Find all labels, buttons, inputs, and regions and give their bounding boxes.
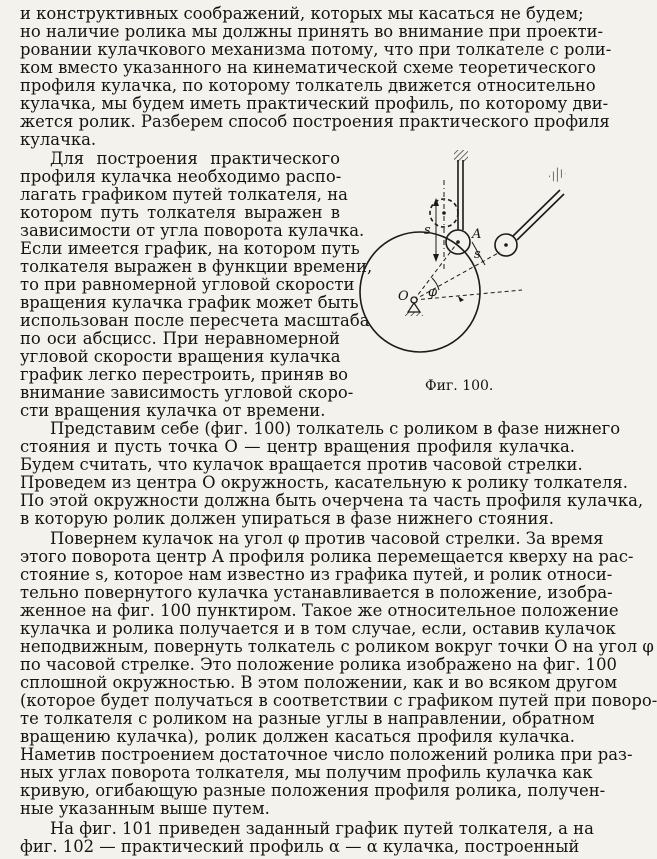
text-line: сплошной окружностью. В этом положении, как и во всяком другом	[20, 673, 618, 692]
figure-caption: Фиг. 100.	[425, 378, 494, 394]
text-line: те толкателя с роликом на разные углы в направлении, обратном	[20, 709, 595, 728]
text-line: жется ролик. Разберем способ построения практического профиля	[20, 112, 610, 131]
text-line: тельно повернутого кулачка устанавливается в положение, изобра-	[20, 583, 613, 602]
svg-text:A: A	[472, 227, 482, 242]
text-line: вращению кулачка), ролик должен касаться профиля кулачка.	[20, 727, 575, 746]
text-line: то при равномерной угловой скорости	[20, 275, 355, 294]
text-line: график легко перестроить, приняв во	[20, 365, 348, 384]
text-line: вращения кулачка график может быть	[20, 293, 359, 312]
text-line: в которую ролик должен упираться в фазе нижнего стояния.	[20, 509, 554, 528]
text-line: использован после пересчета масштаба	[20, 311, 370, 330]
text-line: Для построения практического	[50, 149, 340, 168]
text-line: ные указанным выше путем.	[20, 799, 270, 818]
text-line: этого поворота центр A профиля ролика перемещается кверху на рас-	[20, 547, 634, 566]
text-line: кулачка, мы будем иметь практический профиль, по которому дви-	[20, 94, 609, 113]
text-line: толкателя выражен в функции времени,	[20, 257, 373, 276]
text-line: По этой окружности должна быть очерчена та часть профиля кулачка,	[20, 491, 644, 510]
text-line: внимание зависимость угловой скоро-	[20, 383, 354, 402]
text-line: но наличие ролика мы должны принять во внимание при проекти-	[20, 22, 604, 41]
svg-text:O: O	[398, 289, 409, 304]
text-line: Проведем из центра O окружность, касательную к ролику толкателя.	[20, 473, 628, 492]
text-line: неподвижным, повернуть толкатель с роликом вокруг точки O на угол φ	[20, 637, 654, 656]
text-line: кривую, огибающую разные положения профиля ролика, получен-	[20, 781, 606, 800]
text-line: Представим себе (фиг. 100) толкатель с роликом в фазе нижнего	[50, 419, 621, 438]
text-line: Наметив построением достаточное число положений ролика при раз-	[20, 745, 633, 764]
text-line: ровании кулачкового механизма потому, что при толкателе с роли-	[20, 40, 612, 59]
text-line: Если имеется график, на котором путь	[20, 239, 360, 258]
text-line: профиля кулачка необходимо распо-	[20, 167, 342, 186]
text-line: ных углах поворота толкателя, мы получим профиль кулачка как	[20, 763, 593, 782]
text-line: кулачка и ролика получается и в том случае, если, оставив кулачок	[20, 619, 616, 638]
text-line: ком вместо указанного на кинематической схеме теоретического	[20, 58, 596, 77]
text-line: стояния и пусть точка O — центр вращения профиля кулачка.	[20, 437, 575, 456]
text-line: На фиг. 101 приведен заданный график путей толкателя, а на	[50, 819, 594, 838]
text-line: женное на фиг. 100 пунктиром. Такое же относительное положение	[20, 601, 619, 620]
text-line: угловой скорости вращения кулачка	[20, 347, 341, 366]
text-line: зависимости от угла поворота кулачка.	[20, 221, 365, 240]
text-line: (которое будет получаться в соответствии с графиком путей при поворо-	[20, 691, 657, 710]
svg-text:s: s	[424, 223, 431, 238]
svg-text:φ: φ	[428, 285, 438, 300]
svg-text:s: s	[474, 247, 481, 262]
text-line: лагать графиком путей толкателя, на	[20, 185, 348, 204]
text-line: фиг. 102 — практический профиль α — α кулачка, построенный	[20, 837, 580, 856]
text-line: и конструктивных соображений, которых мы касаться не будем;	[20, 4, 584, 23]
text-line: профиля кулачка, по которому толкатель движется относительно	[20, 76, 596, 95]
text-line: Повернем кулачок на угол φ против часовой стрелки. За время	[50, 529, 604, 548]
text-line: стояние s, которое нам известно из графика путей, и ролик относи-	[20, 565, 613, 584]
text-line: котором путь толкателя выражен в	[20, 203, 340, 222]
text-line: Будем считать, что кулачок вращается против часовой стрелки.	[20, 455, 583, 474]
text-line: кулачка.	[20, 130, 97, 149]
text-line: сти вращения кулачка от времени.	[20, 401, 326, 420]
text-line: по часовой стрелке. Это положение ролика изображено на фиг. 100	[20, 655, 617, 674]
text-line: по оси абсцисс. При неравномерной	[20, 329, 340, 348]
